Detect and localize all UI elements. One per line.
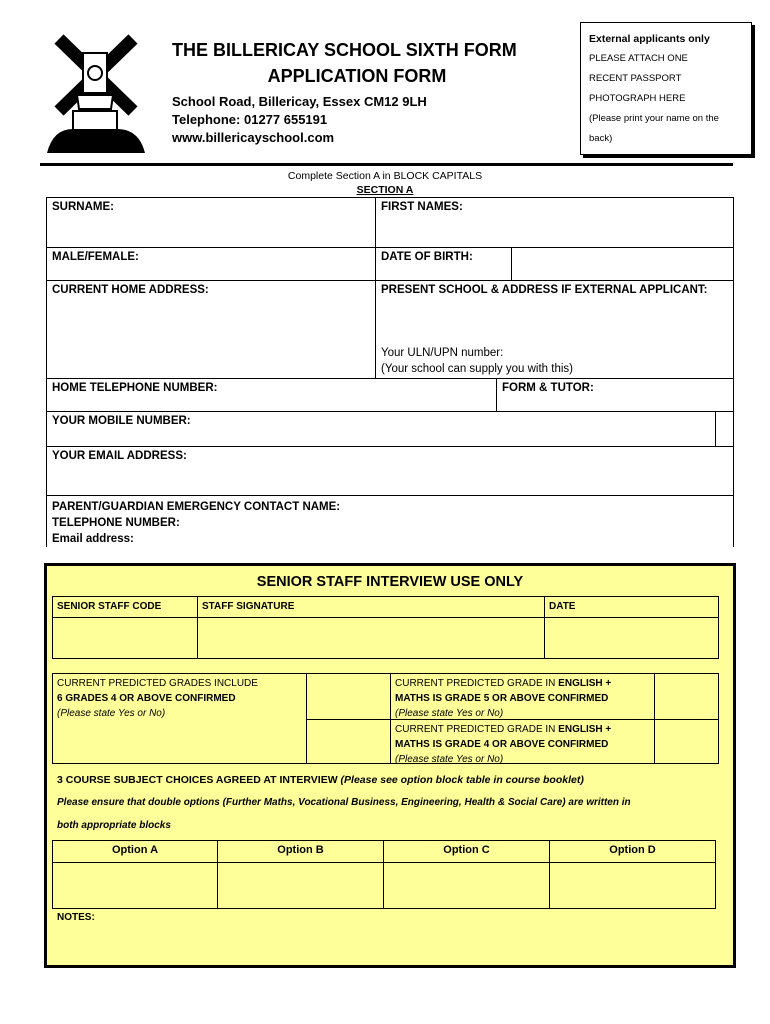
dob-label: DATE OF BIRTH: [375, 247, 512, 281]
english-maths-text: CURRENT PREDICTED GRADE IN [395, 678, 559, 689]
option-b-field[interactable] [217, 862, 384, 909]
uln-note: (Your school can supply you with this) [381, 363, 573, 375]
english-maths-line [395, 676, 650, 691]
guardian-name-label: PARENT/GUARDIAN EMERGENCY CONTACT NAME: [52, 501, 341, 513]
english-maths-line: MATHS IS GRADE 5 OR ABOVE CONFIRMED [395, 693, 609, 704]
english-maths-grade4-label [390, 719, 655, 764]
date-field[interactable] [544, 617, 719, 659]
predicted-grades-note: (Please state Yes or No) [57, 708, 166, 719]
guardian-telephone-label: TELEPHONE NUMBER: [52, 517, 180, 529]
instruction: Complete Section A in BLOCK CAPITALS [287, 170, 483, 182]
guardian-email-label: Email address: [52, 533, 134, 545]
home-telephone-field[interactable]: HOME TELEPHONE NUMBER: [46, 378, 497, 412]
english-maths-text: CURRENT PREDICTED GRADE IN [395, 724, 559, 735]
date-header: DATE [544, 596, 719, 618]
course-choices-heading [57, 774, 584, 786]
present-school-label: PRESENT SCHOOL & ADDRESS IF EXTERNAL APPLICANT: [381, 284, 708, 296]
surname-field[interactable]: SURNAME: [46, 197, 376, 248]
predicted-grades-answer[interactable] [306, 673, 391, 720]
home-address-field[interactable]: CURRENT HOME ADDRESS: [46, 280, 376, 379]
staff-section-title: SENIOR STAFF INTERVIEW USE ONLY [256, 574, 524, 590]
staff-signature-field[interactable] [197, 617, 545, 659]
notes-field[interactable] [52, 926, 716, 962]
form-title: THE BILLERICAY SCHOOL SIXTH FORM [172, 40, 517, 60]
staff-signature-header: STAFF SIGNATURE [197, 596, 545, 618]
english-maths-note: (Please state Yes or No) [395, 754, 504, 765]
predicted-grades-line: CURRENT PREDICTED GRADES INCLUDE [57, 678, 258, 689]
present-school-field[interactable] [375, 280, 734, 379]
section-heading: SECTION A [356, 184, 414, 196]
mobile-extra-cell [715, 411, 734, 447]
english-maths-grade5-answer[interactable] [654, 673, 719, 720]
first-names-field[interactable]: FIRST NAMES: [375, 197, 734, 248]
school-contact [172, 93, 427, 147]
english-maths-grade4-answer[interactable] [654, 719, 719, 764]
predicted-grades-line: 6 GRADES 4 OR ABOVE CONFIRMED [57, 693, 236, 704]
school-telephone: Telephone: 01277 655191 [172, 112, 328, 127]
staff-code-field[interactable] [52, 617, 198, 659]
guardian-contact-field[interactable] [46, 495, 734, 547]
double-options-note: both appropriate blocks [57, 820, 171, 831]
english-maths-grade5-label [390, 673, 655, 720]
mobile-field[interactable]: YOUR MOBILE NUMBER: [46, 411, 716, 447]
option-a-field[interactable] [52, 862, 218, 909]
english-maths-line: MATHS IS GRADE 4 OR ABOVE CONFIRMED [395, 739, 609, 750]
photo-box-heading: External applicants only [589, 33, 710, 45]
gender-field[interactable]: MALE/FEMALE: [46, 247, 376, 281]
photo-box-line: (Please print your name on the [589, 113, 719, 124]
option-a-header: Option A [52, 840, 218, 863]
english-maths-bold: ENGLISH + [558, 724, 612, 735]
photo-box [580, 22, 752, 155]
school-address: School Road, Billericay, Essex CM12 9LH [172, 94, 427, 109]
uln-label: Your ULN/UPN number: [381, 347, 504, 359]
school-website[interactable]: www.billericayschool.com [172, 130, 335, 145]
email-field[interactable]: YOUR EMAIL ADDRESS: [46, 446, 734, 496]
photo-box-line: RECENT PASSPORT [589, 73, 682, 84]
photo-box-line: PHOTOGRAPH HERE [589, 93, 686, 104]
form-tutor-field[interactable]: FORM & TUTOR: [496, 378, 734, 412]
predicted-grades-label [52, 673, 307, 764]
course-choices-note: (Please see option block table in course booklet) [337, 774, 584, 786]
english-maths-line [395, 722, 650, 737]
english-maths-bold: ENGLISH + [558, 678, 612, 689]
option-c-header: Option C [383, 840, 550, 863]
form-subtitle: APPLICATION FORM [267, 66, 447, 86]
english-maths-note: (Please state Yes or No) [395, 708, 504, 719]
option-b-header: Option B [217, 840, 384, 863]
double-options-note: Please ensure that double options (Further Maths, Vocational Business, Engineering, Health & Social Care) are written in [57, 797, 631, 808]
school-logo-windmill [45, 33, 147, 155]
option-c-field[interactable] [383, 862, 550, 909]
photo-box-line: back) [589, 133, 613, 144]
option-d-header: Option D [549, 840, 716, 863]
notes-label: NOTES: [57, 912, 95, 923]
option-d-field[interactable] [549, 862, 716, 909]
dob-field[interactable] [511, 247, 734, 281]
photo-box-line: PLEASE ATTACH ONE [589, 53, 688, 64]
header-divider [40, 163, 733, 166]
staff-code-header: SENIOR STAFF CODE [52, 596, 198, 618]
course-choices-label: 3 COURSE SUBJECT CHOICES AGREED AT INTERVIEW [57, 774, 338, 786]
predicted-grades-answer-blank [306, 719, 391, 764]
